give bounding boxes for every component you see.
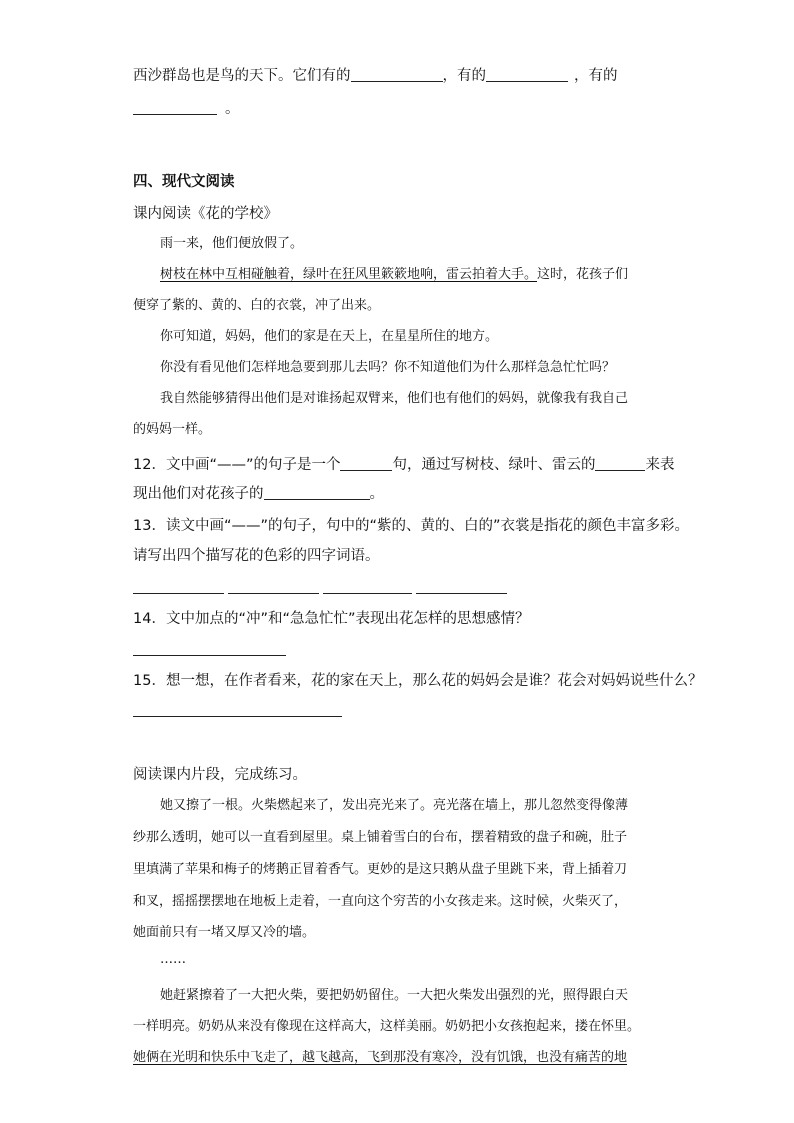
section-subtitle: 课内阅读《花的学校》 — [133, 206, 278, 222]
underlined-sentence: 树枝在林中互相碰触着，绿叶在狂风里簌簌地响，雷云拍着大手。 — [160, 267, 538, 282]
passage-line: 的妈妈一样。 — [133, 422, 212, 437]
ellipsis: …… — [160, 952, 186, 967]
answer-blank[interactable] — [486, 81, 568, 82]
underlined-sentence: 她俩在光明和快乐中飞走了，越飞越高，飞到那没有寒冷，没有饥饿，也没有痛苦的地 — [133, 1050, 628, 1065]
answer-line[interactable] — [133, 716, 342, 717]
passage-line — [160, 266, 628, 284]
q12-text-c: 来表 — [645, 457, 675, 473]
q12-text-d: 现出他们对花孩子的 — [133, 486, 264, 502]
q-top-line1 — [133, 66, 618, 86]
q-top-text-a: 西沙群岛也是鸟的天下。它们有的 — [133, 68, 351, 84]
question-13-line1: 13．读文中画“——”的句子，句中的“紫的、黄的、白的”衣裳是指花的颜色丰富多彩。 — [133, 518, 689, 534]
passage-line: 她面前只有一堵又厚又冷的墙。 — [133, 925, 316, 940]
passage-line — [133, 297, 380, 315]
passage-line: 她赶紧擦着了一大把火柴，要把奶奶留住。一大把火柴发出强烈的光，照得跟白天 — [160, 988, 629, 1003]
q-top-text-c: ，有的 — [574, 68, 618, 84]
question-12-line2 — [133, 484, 384, 504]
answer-blank[interactable] — [133, 114, 217, 115]
answer-blank[interactable] — [595, 470, 645, 471]
passage-text: 便穿了紫的、黄的、白的衣裳，冲了出来。 — [133, 298, 381, 313]
question-14: 14．文中加点的“冲”和“急急忙忙”表现出花怎样的思想感情？ — [133, 611, 530, 627]
q12-text-b: 句，通过写树枝、绿叶、雷云的 — [392, 457, 596, 473]
answer-line[interactable] — [228, 593, 319, 594]
q12-text-a: 12．文中画“——”的句子是一个 — [133, 457, 341, 473]
passage-line: 纱那么透明，她可以一直看到屋里。桌上铺着雪白的台布，摆着精致的盘子和碗，肚子 — [133, 830, 628, 845]
q-top-text-d: 。 — [225, 101, 240, 117]
answer-blank[interactable] — [340, 470, 392, 471]
question-12-line1 — [133, 455, 674, 475]
passage-line — [133, 1049, 627, 1067]
passage-line: 里填满了苹果和梅子的烤鹅正冒着香气。更妙的是这只鹅从盘子里跳下来，背上插着刀 — [133, 862, 628, 877]
passage-line: 我自然能够猜得出他们是对谁扬起双臂来，他们也有他们的妈妈，就像我有我自己 — [160, 391, 629, 406]
passage-line: 你可知道，妈妈，他们的家是在天上，在星星所住的地方。 — [160, 329, 499, 344]
passage-line: 你没有看见他们怎样地急要到那儿去吗？你不知道他们为什么那样急急忙忙吗？ — [160, 360, 616, 375]
answer-line[interactable] — [323, 593, 412, 594]
passage-line: 她又擦了一根。火柴燃起来了，发出亮光来了。亮光落在墙上，那儿忽然变得像薄 — [160, 798, 629, 813]
part2-intro: 阅读课内片段，完成练习。 — [133, 767, 307, 783]
q-top-line2 — [133, 99, 240, 119]
answer-blank[interactable] — [264, 499, 370, 500]
passage-line: 和叉，摇摇摆摆地在地板上走着，一直向这个穷苦的小女孩走来。这时候，火柴灭了， — [133, 894, 628, 909]
answer-line[interactable] — [133, 655, 286, 656]
section-title: 四、现代文阅读 — [133, 174, 235, 190]
q-top-text-b: ，有的 — [442, 68, 486, 84]
passage-text: 这时，花孩子们 — [537, 267, 629, 282]
passage-line: 一样明亮。奶奶从来没有像现在这样高大，这样美丽。奶奶把小女孩抱起来，搂在怀里。 — [133, 1019, 641, 1034]
answer-line[interactable] — [133, 593, 224, 594]
answer-blank[interactable] — [351, 81, 443, 82]
passage-line: 雨一来，他们便放假了。 — [160, 236, 304, 251]
question-15: 15．想一想，在作者看来，花的家在天上，那么花的妈妈会是谁？花会对妈妈说些什么？ — [133, 673, 703, 689]
question-13-line2: 请写出四个描写花的色彩的四字词语。 — [133, 548, 380, 564]
q12-text-e: 。 — [369, 486, 384, 502]
answer-line[interactable] — [416, 593, 507, 594]
